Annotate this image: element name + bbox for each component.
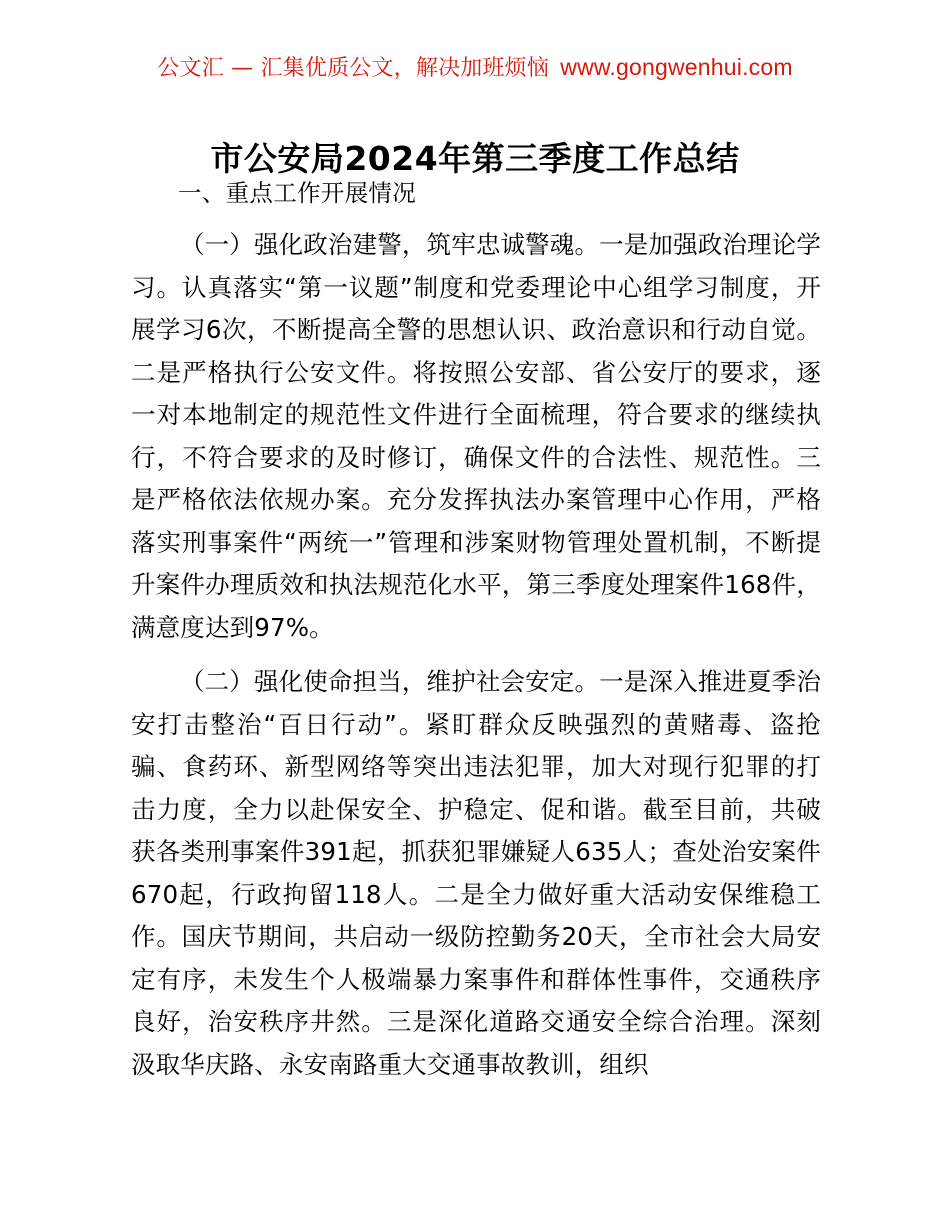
paragraph-item-1: （一）强化政治建警，筑牢忠诚警魂。一是加强政治理论学习。认真落实“第一议题”制度和党委理论中心组学习制度，开展学习6次，不断提高全警的思想认识、政治意识和行动自觉。二是严格执行公安文件。将按照公安部、省公安厅的要求，逐一对本地制定的规范性文件进行全面梳理，符合要求的继续执行，不符合要求的及时修订，确保文件的合法性、规范性。三是严格依法依规办案。充分发挥执法办案管理中心作用，严格落实刑事案件“两统一”管理和涉案财物管理处置机制，不断提升案件办理质效和执法规范化水平，第三季度处理案件168件，满意度达到97%。 [131,230,821,642]
document-title: 市公安局2024年第三季度工作总结 [210,139,740,179]
section-heading-one: 一、重点工作开展情况 [178,179,416,207]
paragraph-item-2: （二）强化使命担当，维护社会安定。一是深入推进夏季治安打击整治“百日行动”。紧盯群众反映强烈的黄赌毒、盗抢骗、食药环、新型网络等突出违法犯罪，加大对现行犯罪的打击力度，全力以赴保安全、护稳定、促和谐。截至目前，共破获各类刑事案件391起，抓获犯罪嫌疑人635人；查处治安案件670起，行政拘留118人。二是全力做好重大活动安保维稳工作。国庆节期间，共启动一级防控勤务20天，全市社会大局安定有序，未发生个人极端暴力案事件和群体性事件，交通秩序良好，治安秩序井然。三是深化道路交通安全综合治理。深刻汲取华庆路、永安南路重大交通事故教训，组织 [131,667,821,1079]
document-body [131,172,821,1086]
promo-website-url: www.gongwenhui.com [560,54,793,80]
promo-watermark-header [0,52,950,84]
promo-slogan-text: 公文汇 — 汇集优质公文，解决加班烦恼 [157,56,557,81]
